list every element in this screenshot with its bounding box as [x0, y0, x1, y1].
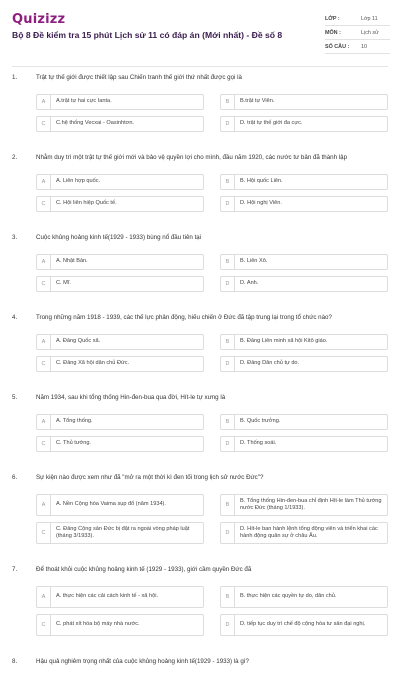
option-letter: A [37, 415, 51, 429]
answer-options [36, 334, 388, 372]
option-b[interactable] [220, 174, 388, 190]
question-number: 7. [12, 566, 18, 573]
option-c[interactable] [36, 522, 204, 544]
option-letter: C [37, 277, 51, 291]
option-letter: B [221, 175, 235, 189]
option-row [36, 254, 388, 270]
question-number: 6. [12, 474, 18, 481]
option-c[interactable] [36, 196, 204, 212]
question-text: Để thoát khỏi cuộc khủng hoảng kinh tế (1929 - 1933), giới cầm quyền Đức đã [36, 566, 252, 573]
question-number: 2. [12, 154, 18, 161]
option-c[interactable] [36, 116, 204, 132]
question-number: 8. [12, 658, 18, 665]
answer-options [36, 254, 388, 292]
answer-options [36, 94, 388, 132]
question-1 [0, 72, 400, 152]
answer-options [36, 174, 388, 212]
meta-row-class [325, 12, 390, 26]
option-letter: C [37, 437, 51, 451]
question-2 [0, 152, 400, 232]
option-letter: D [221, 277, 235, 291]
option-text: C. Thủ tướng. [56, 440, 91, 447]
option-text: D. Anh. [240, 280, 259, 287]
option-text: D. tiếp tục duy trì chế độ cộng hòa tư sản đại nghị. [240, 621, 366, 628]
meta-value: Lớp 11 [361, 16, 378, 22]
option-letter: D [221, 117, 235, 131]
header-divider [12, 66, 388, 67]
question-7 [0, 564, 400, 656]
option-letter: D [221, 197, 235, 211]
option-b[interactable] [220, 586, 388, 608]
meta-value: Lịch sử [361, 30, 379, 36]
option-letter: D [221, 615, 235, 635]
option-row [36, 334, 388, 350]
question-line [0, 656, 400, 668]
option-letter: B [221, 255, 235, 269]
question-spacer [0, 218, 400, 232]
option-d[interactable] [220, 522, 388, 544]
option-c[interactable] [36, 356, 204, 372]
question-4 [0, 312, 400, 392]
option-text: C.hệ thống Vecxai - Oasinhtơn. [56, 120, 134, 127]
question-8 [0, 656, 400, 682]
option-b[interactable] [220, 414, 388, 430]
option-row [36, 586, 388, 608]
option-c[interactable] [36, 614, 204, 636]
option-row [36, 414, 388, 430]
question-number: 4. [12, 314, 18, 321]
option-text: A. thực hiện các cải cách kinh tế - xã hội. [56, 593, 158, 600]
option-row [36, 614, 388, 636]
question-spacer [0, 550, 400, 564]
option-row [36, 94, 388, 110]
option-text: A. Nhật Bản. [56, 258, 88, 265]
option-row [36, 276, 388, 292]
question-spacer [0, 378, 400, 392]
question-line [0, 564, 400, 576]
option-letter: A [37, 587, 51, 607]
question-spacer [0, 642, 400, 656]
question-spacer [0, 138, 400, 152]
option-row [36, 356, 388, 372]
question-spacer [0, 458, 400, 472]
option-b[interactable] [220, 334, 388, 350]
option-d[interactable] [220, 614, 388, 636]
option-letter: D [221, 523, 235, 543]
option-letter: B [221, 335, 235, 349]
option-letter: A [37, 175, 51, 189]
option-d[interactable] [220, 276, 388, 292]
option-text: A.trật tự hai cực Ianta. [56, 98, 112, 105]
answer-options [36, 586, 388, 636]
option-text: A. Đảng Quốc xã. [56, 338, 101, 345]
option-row [36, 494, 388, 516]
question-text: Năm 1934, sau khi tổng thống Hin-đen-bua qua đời, Hít-le tự xưng là [36, 394, 226, 401]
question-number: 3. [12, 234, 18, 241]
question-line [0, 312, 400, 324]
meta-key: MÔN : [325, 30, 341, 36]
option-text: C. Mĩ. [56, 280, 71, 287]
option-letter: C [37, 117, 51, 131]
option-d[interactable] [220, 436, 388, 452]
option-b[interactable] [220, 94, 388, 110]
option-letter: C [37, 523, 51, 543]
question-line [0, 152, 400, 164]
option-text: B. Tổng thống Hin-đen-bua chỉ định Hít-le làm Thủ tướng nước Đức (tháng 1/1933). [240, 497, 382, 511]
option-a[interactable] [36, 494, 204, 516]
question-6 [0, 472, 400, 564]
option-letter: D [221, 357, 235, 371]
option-d[interactable] [220, 116, 388, 132]
option-text: B. Quốc trưởng. [240, 418, 281, 425]
question-text: Trong những năm 1918 - 1939, các thế lực phản động, hiếu chiến ở Đức đã tập trung lại trong tổ chức nào? [36, 314, 332, 321]
document-title: Bộ 8 Đề kiểm tra 15 phút Lịch sử 11 có đáp án (Mới nhất) - Đề số 8 [12, 30, 283, 40]
option-letter: C [37, 615, 51, 635]
option-text: C. phát xít hóa bộ máy nhà nước. [56, 621, 140, 628]
option-text: D. trật tự thế giới đa cực. [240, 120, 303, 127]
option-text: C. Đảng Xã hội dân chủ Đức. [56, 360, 130, 367]
question-line [0, 392, 400, 404]
question-number: 1. [12, 74, 18, 81]
option-c[interactable] [36, 436, 204, 452]
question-text: Hậu quả nghiêm trọng nhất của cuộc khủng hoảng kinh tế(1929 - 1933) là gì? [36, 658, 249, 665]
option-a[interactable] [36, 94, 204, 110]
option-row [36, 174, 388, 190]
option-letter: C [37, 197, 51, 211]
question-3 [0, 232, 400, 312]
question-text: Trật tự thế giới được thiết lập sau Chiến tranh thế giới thứ nhất được gọi là [36, 74, 242, 81]
option-text: A. Nền Cộng hòa Vaima sụp đổ (năm 1934). [56, 501, 166, 508]
option-text: C. Hội liên hiệp Quốc tế. [56, 200, 117, 207]
answer-options [36, 414, 388, 452]
option-text: D. Đảng Dân chủ tự do. [240, 360, 300, 367]
question-line [0, 472, 400, 484]
option-row [36, 522, 388, 544]
meta-panel [325, 12, 390, 54]
option-text: C. Đảng Cộng sản Đức bị đặt ra ngoài vòng pháp luật (tháng 3/1933). [56, 525, 190, 539]
option-text: A. Tổng thống. [56, 418, 93, 425]
meta-key: SỐ CÂU : [325, 44, 350, 50]
option-row [36, 196, 388, 212]
question-list [0, 72, 400, 682]
meta-row-subject [325, 26, 390, 40]
meta-row-count [325, 40, 390, 54]
quizizz-logo: Quizizz [12, 12, 66, 27]
option-text: B. Hội quốc Liên. [240, 178, 283, 185]
option-text: B. Liên Xô. [240, 258, 268, 265]
option-text: A. Liên hợp quốc. [56, 178, 101, 185]
meta-value: 10 [361, 44, 367, 50]
option-text: B. Đảng Liên minh xã hội Kitô giáo. [240, 338, 328, 345]
option-text: B.trật tự Viên. [240, 98, 275, 105]
option-text: D. Hít-le ban hành lệnh tổng động viên và triển khai các hành động quân sự ở châu Âu. [240, 525, 378, 539]
option-text: D. Hội nghị Viên. [240, 200, 282, 207]
answer-options [36, 494, 388, 544]
option-c[interactable] [36, 276, 204, 292]
option-letter: B [221, 587, 235, 607]
option-letter: A [37, 255, 51, 269]
option-d[interactable] [220, 356, 388, 372]
option-a[interactable] [36, 254, 204, 270]
document-header [0, 0, 400, 64]
option-text: D. Thống soái. [240, 440, 277, 447]
option-text: B. thực hiện các quyền tự do, dân chủ. [240, 593, 337, 600]
option-a[interactable] [36, 334, 204, 350]
question-spacer [0, 668, 400, 682]
meta-key: LỚP : [325, 16, 340, 22]
question-text: Sự kiện nào được xem như đã "mở ra một thời kì đen tối trong lịch sử nước Đức"? [36, 474, 264, 481]
option-a[interactable] [36, 174, 204, 190]
question-number: 5. [12, 394, 18, 401]
question-spacer [0, 298, 400, 312]
question-line [0, 232, 400, 244]
option-letter: B [221, 415, 235, 429]
option-letter: A [37, 95, 51, 109]
option-row [36, 436, 388, 452]
option-row [36, 116, 388, 132]
option-b[interactable] [220, 494, 388, 516]
option-letter: B [221, 495, 235, 515]
option-letter: A [37, 495, 51, 515]
option-letter: B [221, 95, 235, 109]
question-5 [0, 392, 400, 472]
option-d[interactable] [220, 196, 388, 212]
option-letter: D [221, 437, 235, 451]
option-b[interactable] [220, 254, 388, 270]
option-letter: C [37, 357, 51, 371]
question-line [0, 72, 400, 84]
question-text: Cuộc khủng hoảng kinh tế(1929 - 1933) bùng nổ đầu tiên tại [36, 234, 202, 241]
option-a[interactable] [36, 586, 204, 608]
question-text: Nhằm duy trì một trật tự thế giới mới và bảo vệ quyền lợi cho mình, đầu năm 1920, các nước tư bản đã thành lập [36, 154, 348, 161]
option-letter: A [37, 335, 51, 349]
option-a[interactable] [36, 414, 204, 430]
